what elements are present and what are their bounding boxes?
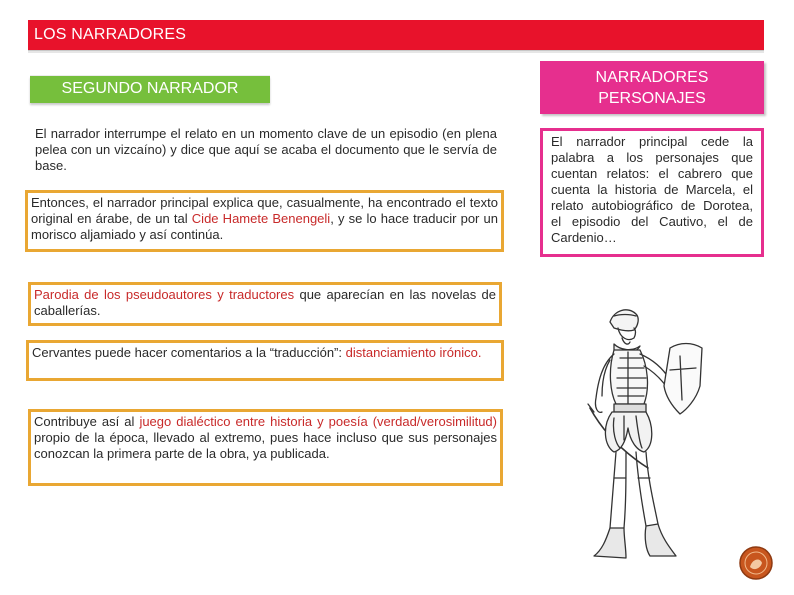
text-part: que aparecían en las novelas de caballerías. [34,287,496,318]
text-box-distanciamiento [26,340,504,381]
knight-figure [580,300,710,570]
narradores-personajes-text: El narrador principal cede la palabra a los personajes que cuentan relatos: el cabrero que cuenta la historia de Marcela, el relato autobiográfico de Dorotea, el episodio del Cautivo, el de Cardenio… [551,134,753,245]
intro-text: El narrador interrumpe el relato en un momento clave de un episodio (en plena pelea con un vizcaíno) y dice que aquí se acaba el documento que le servía de base. [35,126,497,173]
highlight-text: juego dialéctico entre historia y poesía (verdad/verosimilitud) [139,414,497,429]
text-part: Entonces, el narrador principal explica que, casualmente, ha encontrado el texto original en árabe, de un tal [31,195,498,226]
segundo-narrador-header [30,76,270,103]
title-bar [28,20,764,50]
page-title: LOS NARRADORES [34,26,187,43]
intro-text-box [29,121,503,177]
highlight-text: Cide Hamete Benengeli [191,211,331,226]
segundo-narrador-title: SEGUNDO NARRADOR [61,80,239,97]
text-part: Contribuye así al [34,414,140,429]
highlight-text: distanciamiento irónico. [345,345,482,360]
narradores-personajes-header [540,61,764,114]
text-box-original-arabe [25,190,504,252]
text-box-parodia [28,282,502,326]
text-part: Cervantes puede hacer comentarios a la “traducción”: [32,345,346,360]
text-part: , y se lo hace traducir por un morisco aljamiado y así continúa. [31,211,498,242]
narradores-personajes-text-box [540,128,764,257]
round-logo-icon [738,545,774,581]
narradores-personajes-title: NARRADORES PERSONAJES [595,68,709,107]
text-part: propio de la época, llevado al extremo, pues hace incluso que sus personajes conozcan la primera parte de la obra, ya publicada. [34,430,497,461]
text-box-juego-dialectico [28,409,503,486]
highlight-text: Parodia de los pseudoautores y traductores [34,287,295,302]
